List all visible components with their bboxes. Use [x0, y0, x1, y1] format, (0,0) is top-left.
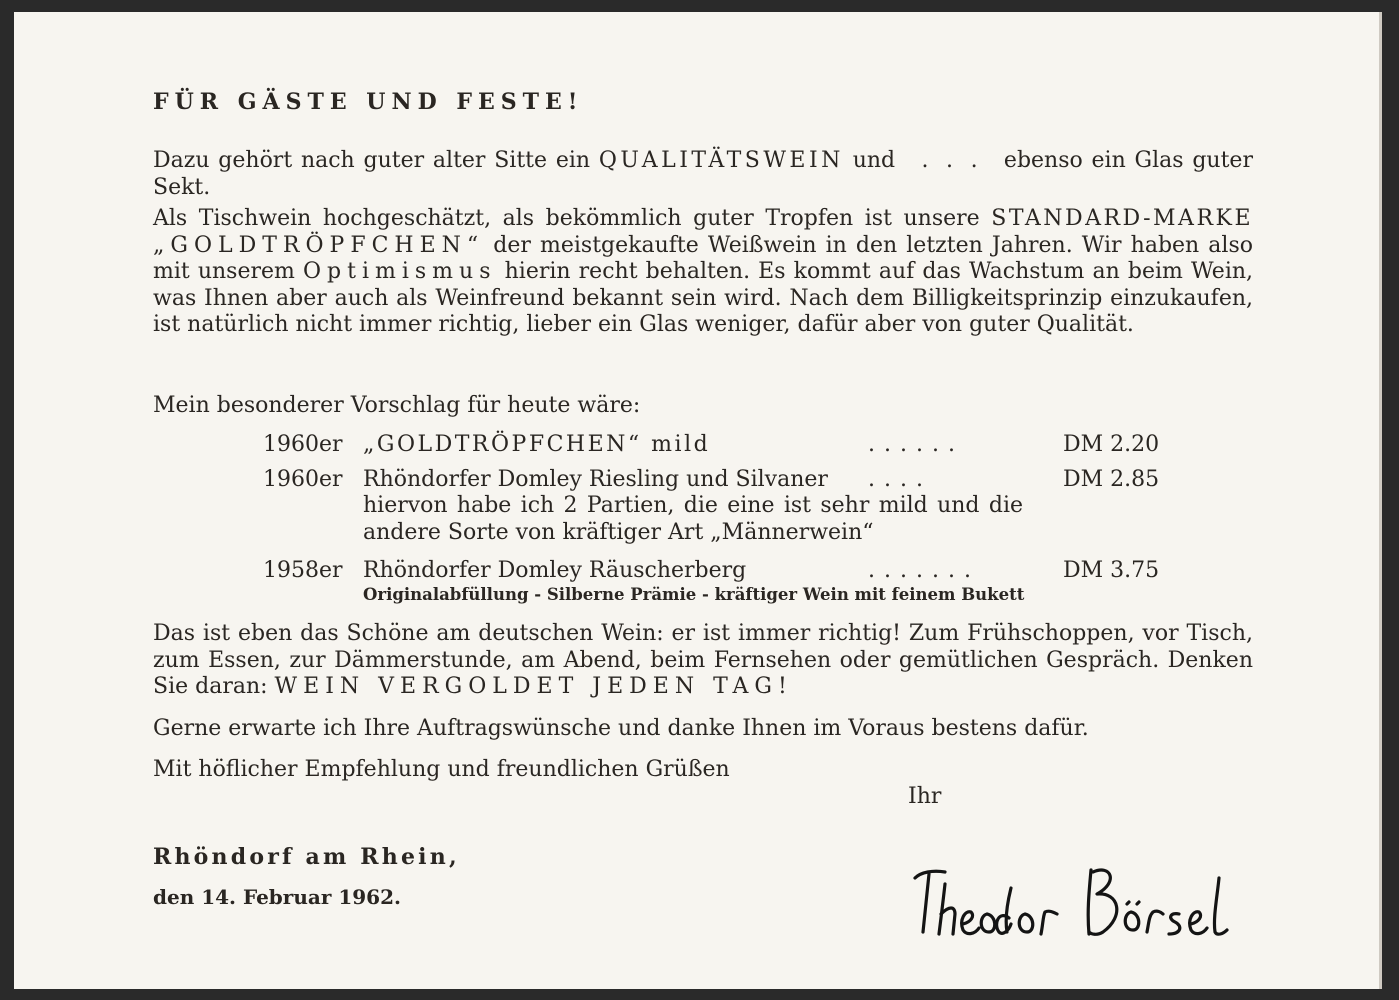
- wine-price: DM 3.75: [1063, 558, 1160, 583]
- wine-name: Rhöndorfer Domley Riesling und Silvaner: [363, 467, 828, 492]
- standard-brand-paragraph: [153, 206, 1253, 339]
- wine-name: „GOLDTRÖPFCHEN“ mild: [363, 432, 711, 457]
- wine-leader-dots: ....: [868, 467, 932, 492]
- intro-emphasis: QUALITÄTSWEIN: [598, 148, 844, 173]
- para2-text-3: hierin recht behalten. Es kommt auf das Wachstum an beim Wein, was Ihnen aber auch als Weinfreund bekannt sein wird. Nach dem Billigkeitsprinzip einzukaufen, ist natürlich nicht immer richtig, lieber ein Glas weniger, dafür aber von guter Qualität.: [153, 259, 1254, 337]
- wine-leader-dots: .......: [868, 558, 980, 583]
- wine-note: Originalabfüllung - Silberne Prämie - kräftiger Wein mit feinem Bukett: [363, 585, 1025, 604]
- closing-ihr: Ihr: [908, 784, 942, 809]
- para2-text-2: der meistgekaufte Weißwein in den letzten Jahren. Wir haben also mit unserem: [153, 232, 1253, 284]
- letter-date: den 14. Februar 1962.: [153, 885, 401, 909]
- wine-year: 1958er: [263, 558, 343, 583]
- wine-price: DM 2.85: [1063, 467, 1160, 492]
- closing-line: Mit höflicher Empfehlung und freundlichen Grüßen: [153, 757, 730, 782]
- proposal-intro: Mein besonderer Vorschlag für heute wäre:: [153, 393, 641, 418]
- slogan: WEIN VERGOLDET JEDEN TAG!: [274, 674, 793, 699]
- para2-emphasis-optimism: Optimismus: [303, 259, 497, 284]
- para2-emphasis-standard: STANDARD-MARKE: [991, 206, 1254, 231]
- intro-text-1: Dazu gehört nach guter alter Sitte ein: [153, 148, 591, 173]
- intro-text-2: und . . . ebenso ein Glas guter Sekt.: [153, 148, 1260, 200]
- para2-emphasis-brand: „GOLDTRÖPFCHEN“: [153, 232, 485, 258]
- german-wine-paragraph: [153, 621, 1253, 701]
- para2-text-1: Als Tischwein hochgeschätzt, als bekömmlich guter Tropfen ist unsere: [153, 206, 980, 231]
- letter-heading: FÜR GÄSTE UND FESTE!: [153, 89, 584, 115]
- wine-price: DM 2.20: [1063, 432, 1160, 457]
- wine-year: 1960er: [263, 467, 343, 492]
- sender-place: Rhöndorf am Rhein,: [153, 844, 460, 870]
- wine-year: 1960er: [263, 432, 343, 457]
- wine-description: hiervon habe ich 2 Partien, die eine ist sehr mild und die andere Sorte von kräftiger Art „Männerwein“: [363, 493, 1023, 545]
- wine-name: Rhöndorfer Domley Räuscherberg: [363, 558, 747, 583]
- intro-paragraph: [153, 148, 1260, 201]
- letter-card: [14, 12, 1382, 989]
- wine-leader-dots: ......: [868, 432, 964, 457]
- handwritten-signature: [893, 848, 1253, 958]
- para3-text: Das ist eben das Schöne am deutschen Wein: er ist immer richtig! Zum Frühschoppen, vor Tisch, zum Essen, zur Dämmerstunde, am Abend, beim Fernsehen oder gemütlichen Gespräch. Denken Sie daran:: [153, 621, 1253, 699]
- order-request: Gerne erwarte ich Ihre Auftragswünsche und danke Ihnen im Voraus bestens dafür.: [153, 716, 1089, 741]
